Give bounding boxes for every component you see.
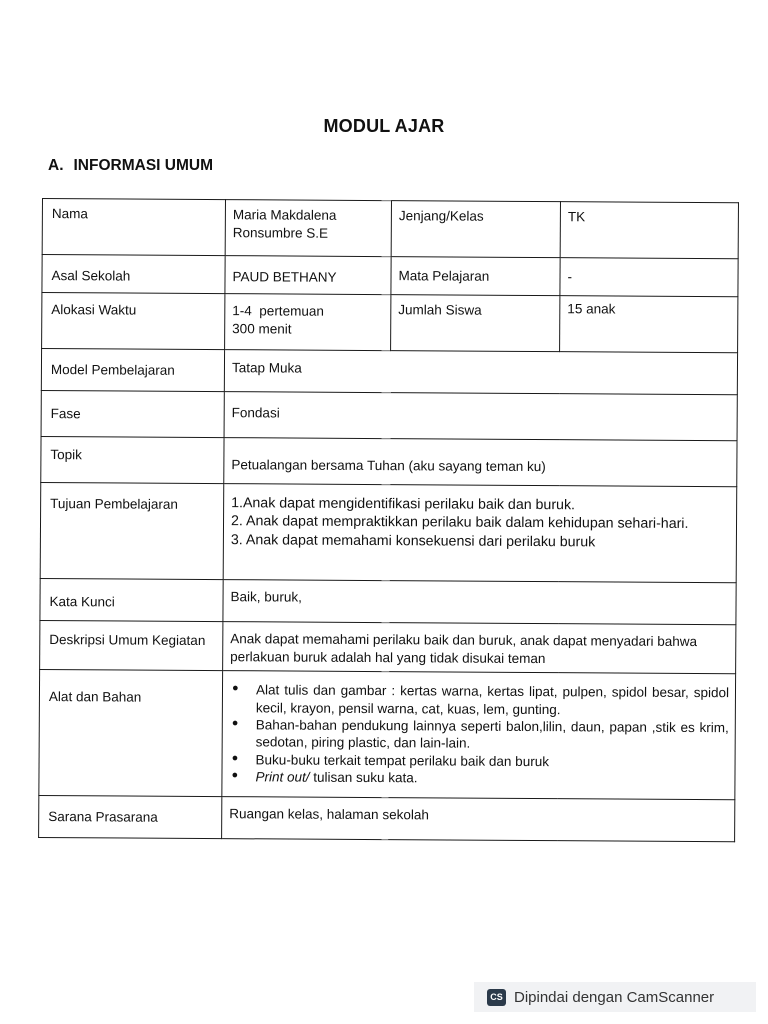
info-table-wrapper	[38, 198, 738, 843]
alokasi-line-1: 1-4 pertemuan	[232, 303, 324, 319]
label-alat-bahan: Alat dan Bahan	[39, 670, 223, 797]
value-asal-sekolah: PAUD BETHANY	[225, 256, 391, 295]
alat-item-4	[255, 768, 728, 788]
alat-item-2: ● Bahan-bahan pendukung lainnya seperti balon,lilin, daun, papan ,stik es krim, sedotan, piring plastic, dan lain-lain.	[256, 716, 729, 753]
value-tujuan-pembelajaran	[223, 484, 737, 583]
label-tujuan-pembelajaran: Tujuan Pembelajaran	[40, 482, 224, 579]
label-model-pembelajaran: Model Pembelajaran	[41, 349, 224, 392]
row-fase	[41, 390, 737, 440]
value-topik: Petualangan bersama Tuhan (aku sayang teman ku)	[224, 438, 737, 487]
row-deskripsi	[40, 620, 736, 674]
section-letter: A.	[48, 157, 64, 174]
value-deskripsi-kegiatan: Anak dapat memahami perilaku baik dan buruk, anak dapat menyadari bahwa perlakuan buruk adalah hal yang tidak disukai teman	[223, 622, 736, 675]
row-alokasi	[42, 293, 738, 353]
row-alat-bahan	[39, 670, 736, 800]
value-alat-bahan	[222, 671, 736, 800]
row-model	[41, 349, 737, 395]
label-jenjang: Jenjang/Kelas	[391, 201, 560, 258]
label-deskripsi-kegiatan: Deskripsi Umum Kegiatan	[40, 620, 223, 671]
row-sarana	[39, 796, 735, 842]
document-title: MODUL AJAR	[323, 116, 445, 136]
label-asal-sekolah: Asal Sekolah	[42, 255, 225, 294]
label-kata-kunci: Kata Kunci	[40, 578, 223, 621]
label-jumlah-siswa: Jumlah Siswa	[391, 295, 560, 352]
value-mata-pelajaran: -	[560, 258, 738, 297]
camscanner-logo-icon: CS	[487, 989, 506, 1006]
alat-item-1: ● Alat tulis dan gambar : kertas warna, kertas lipat, pulpen, spidol besar, spidol kecil, krayon, pensil warna, cat, kuas, lem, gunting.	[256, 682, 729, 719]
row-kata-kunci	[40, 578, 736, 624]
alat-item-4-rest: tulisan suku kata.	[309, 769, 418, 786]
section-heading	[48, 157, 213, 175]
alokasi-line-2: 300 menit	[232, 321, 292, 337]
alat-bahan-list	[229, 682, 729, 789]
tujuan-item-3: 3. Anak dapat memahami konsekuensi dari perilaku buruk	[230, 532, 596, 551]
info-table	[38, 198, 739, 843]
label-alokasi-waktu: Alokasi Waktu	[42, 293, 225, 350]
value-jumlah-siswa: 15 anak	[560, 296, 738, 353]
tujuan-item-2: 2. Anak dapat mempraktikkan perilaku baik dalam kehidupan sehari-hari.	[230, 513, 689, 533]
value-model-pembelajaran: Tatap Muka	[224, 350, 737, 395]
label-mata-pelajaran: Mata Pelajaran	[391, 257, 560, 296]
row-asal-sekolah	[42, 255, 738, 297]
section-title: INFORMASI UMUM	[73, 157, 213, 174]
alat-item-4-italic: Print out/	[255, 769, 310, 785]
tujuan-item-1: 1.Anak dapat mengidentifikasi perilaku baik dan buruk.	[231, 495, 576, 514]
row-topik	[41, 436, 737, 486]
value-sarana-prasarana: Ruangan kelas, halaman sekolah	[222, 797, 735, 842]
camscanner-text: Dipindai dengan CamScanner	[514, 988, 715, 1006]
value-fase: Fondasi	[224, 392, 737, 441]
label-sarana-prasarana: Sarana Prasarana	[39, 796, 222, 839]
label-topik: Topik	[41, 436, 224, 483]
value-nama: Maria Makdalena Ronsumbre S.E	[225, 200, 391, 257]
value-jenjang: TK	[560, 202, 738, 259]
label-nama: Nama	[42, 199, 225, 256]
camscanner-watermark	[474, 982, 756, 1012]
label-fase: Fase	[41, 390, 224, 437]
alat-item-3: ● Buku-buku terkait tempat perilaku baik dan buruk	[256, 751, 729, 771]
value-alokasi-waktu	[225, 294, 391, 351]
value-kata-kunci: Baik, buruk,	[223, 580, 736, 625]
row-nama	[42, 199, 738, 259]
row-tujuan	[40, 482, 737, 582]
